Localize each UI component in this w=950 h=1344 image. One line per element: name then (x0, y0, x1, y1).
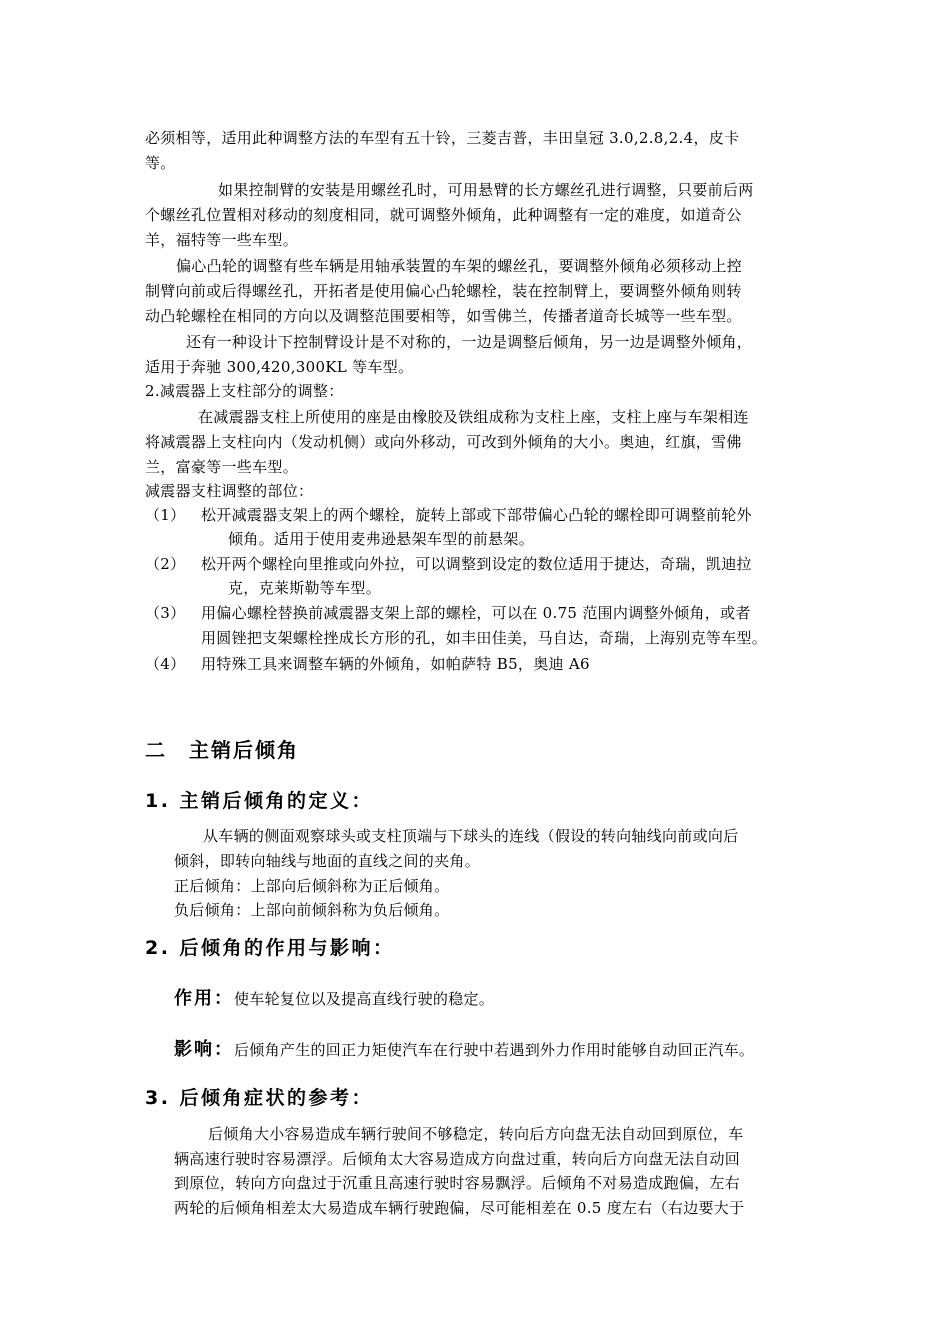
subheading-line: 2.减震器上支柱部分的调整： (145, 382, 344, 400)
paragraph-line: 减震器支柱调整的部位： (145, 482, 314, 500)
effect-text: 使车轮复位以及提高直线行驶的稳定。 (234, 990, 495, 1008)
list-item-continuation: 用圆锉把支架螺栓挫成长方形的孔，如丰田佳美，马自达，奇瑞，上海别克等车型。 (201, 629, 768, 647)
paragraph-line: 到原位，转向方向盘过于沉重且高速行驶时容易飘浮。后倾角不对易造成跑偏，左右 (174, 1174, 741, 1192)
effect-line (174, 989, 494, 1009)
paragraph-line: 从车辆的侧面观察球头或支柱顶端与下球头的连线（假设的转向轴线向前或向后 (203, 827, 739, 845)
paragraph-line: 正后倾角：上部向后倾斜称为正后倾角。 (174, 877, 450, 895)
impact-text: 后倾角产生的回正力矩使汽车在行驶中若遇到外力作用时能够自动回正汽车。 (234, 1041, 755, 1059)
paragraph-line: 偏心凸轮的调整有些车辆是用轴承装置的车架的螺丝孔，要调整外倾角必须移动上控 (176, 257, 743, 275)
subsection-heading: 1. 主销后倾角的定义： (145, 790, 374, 812)
list-number: （1） (145, 506, 186, 524)
paragraph-line: 还有一种设计下控制臂设计是不对称的，一边是调整后倾角，另一边是调整外倾角， (186, 333, 753, 351)
paragraph-line: 等。 (145, 154, 176, 172)
paragraph-line: 羊，福特等一些车型。 (145, 231, 299, 249)
paragraph-line: 两轮的后倾角相差太大易造成车辆行驶跑偏，尽可能相差在 0.5 度左右（右边要大于 (174, 1199, 745, 1217)
list-item-continuation: 倾角。适用于使用麦弗逊悬架车型的前悬架。 (228, 530, 535, 548)
paragraph-line: 如果控制臂的安装是用螺丝孔时，可用悬臂的长方螺丝孔进行调整，只要前后两 (218, 181, 754, 199)
paragraph-line: 必须相等，适用此种调整方法的车型有五十铃，三菱吉普，丰田皇冠 3.0,2.8,2.4，皮卡 (145, 129, 740, 147)
paragraph-line: 后倾角大小容易造成车辆行驶间不够稳定，转向后方向盘无法自动回到原位，车 (208, 1125, 744, 1143)
subsection-heading: 2. 后倾角的作用与影响： (145, 937, 395, 959)
list-item (145, 505, 752, 525)
section-heading: 二 主销后倾角 (145, 738, 299, 762)
subsection-heading: 3. 后倾角症状的参考： (145, 1087, 374, 1109)
list-text: 松开两个螺栓向里推或向外拉，可以调整到设定的数位适用于捷达，奇瑞，凯迪拉 (201, 555, 752, 573)
impact-line (174, 1040, 754, 1060)
paragraph-line: 适用于奔驰 300,420,300KL 等车型。 (145, 358, 414, 376)
paragraph-line: 动凸轮螺栓在相同的方向以及调整范围要相等，如雪佛兰，传播者道奇长城等一些车型。 (145, 307, 742, 325)
paragraph-line: 将减震器上支柱向内（发动机侧）或向外移动，可改到外倾角的大小。奥迪，红旗，雪佛 (145, 433, 742, 451)
list-number: （4） (145, 655, 186, 673)
list-number: （2） (145, 555, 186, 573)
impact-term: 影响： (174, 1039, 234, 1060)
paragraph-line: 兰，富豪等一些车型。 (145, 458, 299, 476)
list-text: 用偏心螺栓替换前减震器支架上部的螺栓，可以在 0.75 范围内调整外倾角，或者 (201, 604, 751, 622)
list-item (145, 654, 590, 674)
paragraph-line: 辆高速行驶时容易漂浮。后倾角太大容易造成方向盘过重，转向后方向盘无法自动回 (174, 1150, 741, 1168)
list-number: （3） (145, 604, 186, 622)
list-text: 用特殊工具来调整车辆的外倾角，如帕萨特 B5，奥迪 A6 (201, 655, 590, 673)
paragraph-line: 制臂向前或后得螺丝孔，开拓者是使用偏心凸轮螺栓，装在控制臂上，要调整外倾角则转 (145, 282, 742, 300)
list-item (145, 554, 752, 574)
paragraph-line: 倾斜，即转向轴线与地面的直线之间的夹角。 (174, 852, 481, 870)
paragraph-line: 在减震器支柱上所使用的座是由橡胶及铁组成称为支柱上座，支柱上座与车架相连 (198, 408, 749, 426)
list-item-continuation: 克，克莱斯勒等车型。 (228, 579, 382, 597)
list-text: 松开减震器支架上的两个螺栓，旋转上部或下部带偏心凸轮的螺栓即可调整前轮外 (201, 506, 752, 524)
paragraph-line: 负后倾角：上部向前倾斜称为负后倾角。 (174, 901, 450, 919)
list-item (145, 603, 751, 623)
paragraph-line: 个螺丝孔位置相对移动的刻度相同，就可调整外倾角，此种调整有一定的难度，如道奇公 (145, 206, 742, 224)
effect-term: 作用： (174, 988, 234, 1009)
